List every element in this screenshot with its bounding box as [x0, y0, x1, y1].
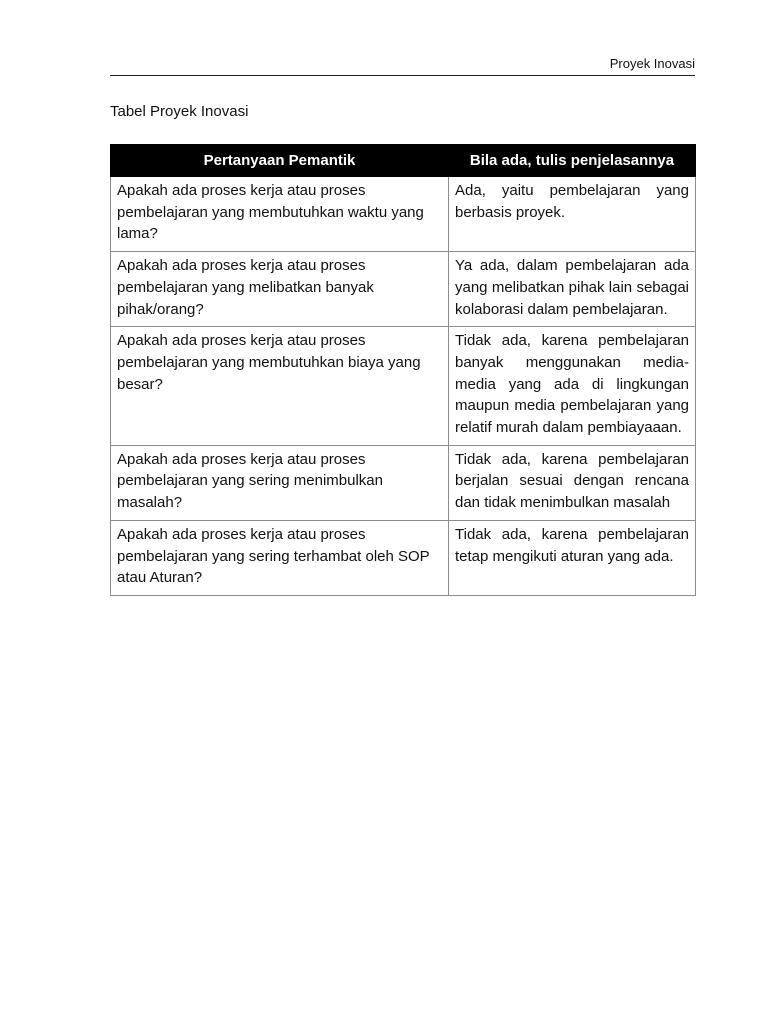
- table-heading: Tabel Proyek Inovasi: [110, 103, 249, 120]
- innovation-table-grid: [110, 144, 696, 596]
- table-row: [111, 327, 696, 446]
- running-header: Proyek Inovasi: [609, 56, 695, 71]
- question-cell: Apakah ada proses kerja atau proses pembelajaran yang sering menimbulkan masalah?: [111, 445, 449, 520]
- answer-cell: Tidak ada, karena pembelajaran berjalan sesuai dengan rencana dan tidak menimbulkan masalah: [449, 445, 696, 520]
- innovation-table: [110, 144, 695, 596]
- table-row: [111, 445, 696, 520]
- question-cell: Apakah ada proses kerja atau proses pembelajaran yang membutuhkan waktu yang lama?: [111, 177, 449, 252]
- answer-cell: Tidak ada, karena pembelajaran tetap mengikuti aturan yang ada.: [449, 520, 696, 595]
- question-cell: Apakah ada proses kerja atau proses pembelajaran yang sering terhambat oleh SOP atau Aturan?: [111, 520, 449, 595]
- table-row: [111, 520, 696, 595]
- answer-cell: Ya ada, dalam pembelajaran ada yang melibatkan pihak lain sebagai kolaborasi dalam pembelajaran.: [449, 252, 696, 327]
- header-divider: [110, 75, 695, 76]
- question-cell: Apakah ada proses kerja atau proses pembelajaran yang membutuhkan biaya yang besar?: [111, 327, 449, 446]
- question-cell: Apakah ada proses kerja atau proses pembelajaran yang melibatkan banyak pihak/orang?: [111, 252, 449, 327]
- table-row: [111, 177, 696, 252]
- table-row: [111, 252, 696, 327]
- table-header-row: [111, 145, 696, 177]
- column-header-question: Pertanyaan Pemantik: [111, 145, 449, 177]
- column-header-answer: Bila ada, tulis penjelasannya: [449, 145, 696, 177]
- answer-cell: Ada, yaitu pembelajaran yang berbasis proyek.: [449, 177, 696, 252]
- answer-cell: Tidak ada, karena pembelajaran banyak menggunakan media-media yang ada di lingkungan maupun media pembelajaran yang relatif murah dalam pembiayaaan.: [449, 327, 696, 446]
